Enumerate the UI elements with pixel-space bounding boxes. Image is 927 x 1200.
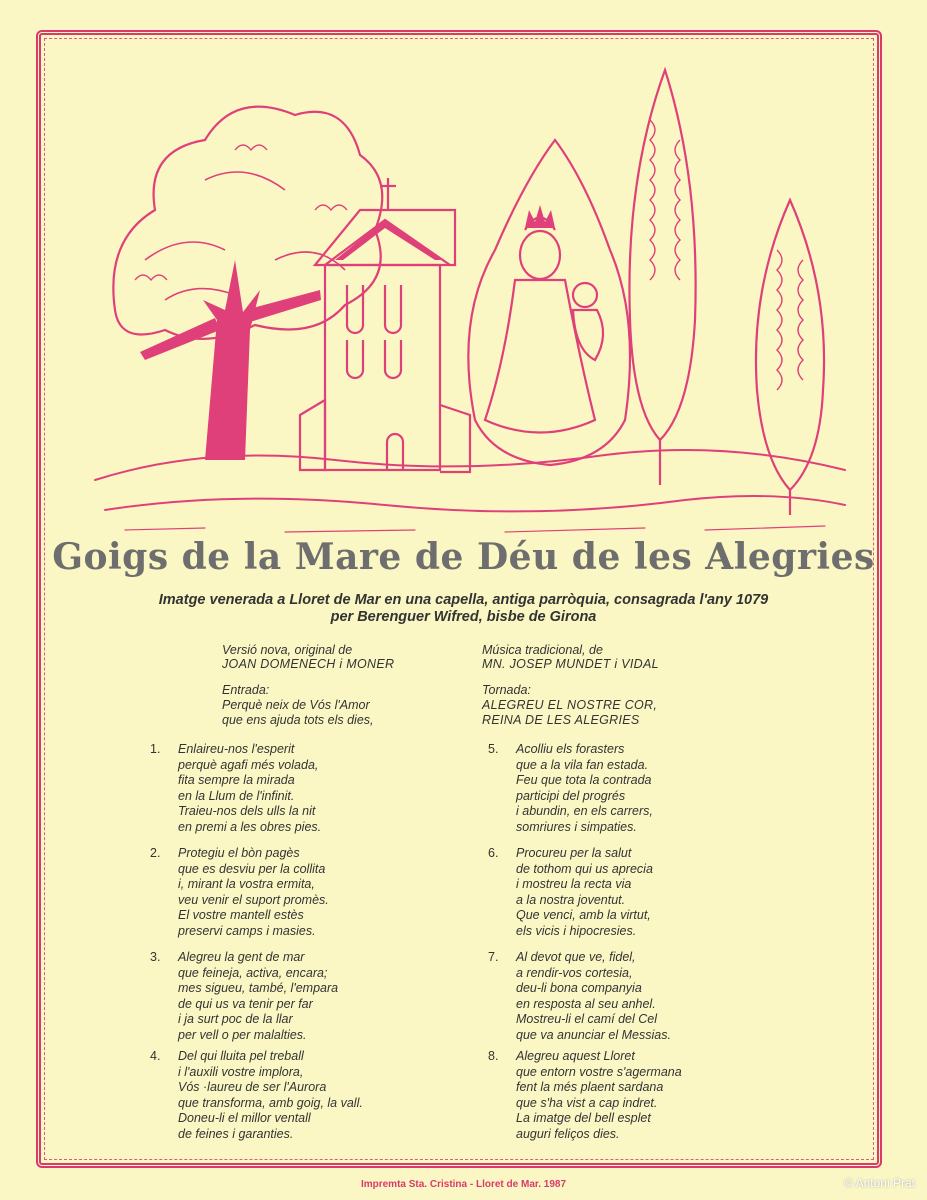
entrada-line-1: Perquè neix de Vós l'Amor [222,698,370,712]
version-author: JOAN DOMENECH i MONER [222,657,395,671]
subtitle-line-1: Imatge venerada a Lloret de Mar en una capella, antiga parròquia, consagrada l'any 1079 [158,592,769,608]
stanza-line: a la nostra joventut. [516,892,626,907]
stanza-line: en resposta al seu anhel. [516,996,656,1011]
entrada-line-2: que ens ajuda tots els dies, [222,713,374,727]
stanza-line: fita sempre la mirada [178,773,295,788]
stanza-line: Alegreu aquest Lloret [516,1049,635,1063]
stanza-line: perquè agafi més volada, [178,757,319,772]
virgin-and-child [468,140,630,465]
stanza-line: Enlaireu-nos l'esperit [178,742,295,756]
stanza-5 [488,742,653,836]
stanza-1 [150,742,322,836]
subtitle-line-2: per Berenguer Wifred, bisbe de Girona [330,609,597,625]
stanza-line: els vicis i hipocresies. [516,923,637,938]
stanza-line: fent la més plaent sardana [516,1080,664,1095]
tower-roof-tiles [335,220,443,260]
stanza-8 [488,1049,682,1143]
stanza-7 [488,950,671,1044]
stanza-line: que entorn vostre s'agermana [516,1064,682,1079]
stanza-line: Vós ·laureu de ser l'Aurora [178,1080,327,1095]
stanza-number: 3. [150,950,161,964]
stanza-6 [488,846,653,940]
music-label: Música tradicional, de [482,643,603,657]
stanza-line: Protegiu el bòn pagès [178,846,300,860]
stanza-line: mes sigueu, també, l'empara [178,981,339,996]
stanza-line: i ja surt poc de la llar [178,1012,293,1027]
entrada-label: Entrada: [222,683,270,697]
music-author: MN. JOSEP MUNDET i VIDAL [482,657,659,671]
stanza-line: que es desviu per la collita [178,861,326,876]
tornada-label: Tornada: [482,683,531,697]
cypress-right [756,200,824,515]
stanza-line: participi del progrés [516,788,626,803]
stanza-line: i l'auxili vostre implora, [178,1064,304,1079]
virgin-crown [525,205,555,228]
stanza-line: que s'ha vist a cap indret. [516,1095,658,1110]
stanza-line: i, mirant la vostra ermita, [178,877,315,892]
stanza-3 [150,950,339,1044]
stanza-line: somriures i simpaties. [516,819,637,834]
stanza-line: Doneu-li el millor ventall [178,1111,311,1126]
stanza-line: de tothom qui us aprecia [516,861,653,876]
tornada-line-2: REINA DE LES ALEGRIES [482,713,640,727]
stanza-line: que feineja, activa, encara; [178,965,328,980]
stanza-line: Procureu per la salut [516,846,632,860]
stanza-number: 7. [488,950,499,964]
stanza-number: 6. [488,846,499,860]
stanza-line: Feu que tota la contrada [516,773,652,788]
stanza-line: que va anunciar el Messias. [516,1027,671,1042]
stanza-line: Que venci, amb la virtut, [516,908,651,923]
tornada-line-1: ALEGREU EL NOSTRE COR, [482,698,658,712]
stanza-line: que a la vila fan estada. [516,757,649,772]
stanza-line: i mostreu la recta via [516,877,632,892]
stanza-line: Mostreu-li el camí del Cel [516,1012,658,1027]
stanza-4 [150,1049,363,1143]
stanza-line: i abundin, en els carrers, [516,804,653,819]
stanza-line: de feines i garanties. [178,1126,294,1141]
stanza-number: 2. [150,846,161,860]
oak-tree [140,260,321,460]
stanza-line: auguri feliços dies. [516,1126,620,1141]
stanza-line: preservi camps i masies. [178,923,316,938]
stanza-line: Alegreu la gent de mar [178,950,305,964]
stanza-line: El vostre mantell estès [178,908,304,923]
stanza-2 [150,846,329,940]
stanza-line: en la Llum de l'infinit. [178,788,295,803]
stanza-number: 5. [488,742,499,756]
stanza-number: 4. [150,1049,161,1063]
version-label: Versió nova, original de [222,643,353,657]
cypress-tall [629,70,695,485]
stanza-line: deu-li bona companyia [516,981,642,996]
chapel-virgin-illustration [85,60,855,540]
stanza-line: Al devot que ve, fidel, [516,950,636,964]
stanza-line: de qui us va tenir per far [178,996,313,1011]
stanza-number: 1. [150,742,161,756]
stanza-line: veu venir el suport promès. [178,892,329,907]
stanza-line: La imatge del bell esplet [516,1111,651,1126]
stanza-line: per vell o per malalties. [178,1027,307,1042]
copyright-watermark: © Antoni Prat [844,1176,915,1190]
stanza-line: Traieu-nos dels ulls la nit [178,804,316,819]
stanza-line: a rendir-vos cortesia, [516,965,633,980]
printer-footer: Impremta Sta. Cristina - Lloret de Mar. 1987 [360,1179,567,1190]
stanza-number: 8. [488,1049,499,1063]
stanza-line: que transforma, amb goig, la vall. [178,1095,363,1110]
oak-foliage [113,107,382,339]
stanza-line: en premi a les obres pies. [178,819,322,834]
page-title: Goigs de la Mare de Déu de les Alegries [52,536,875,578]
stanza-line: Acolliu els forasters [516,742,625,756]
stanza-line: Del qui lluita pel treball [178,1049,304,1063]
